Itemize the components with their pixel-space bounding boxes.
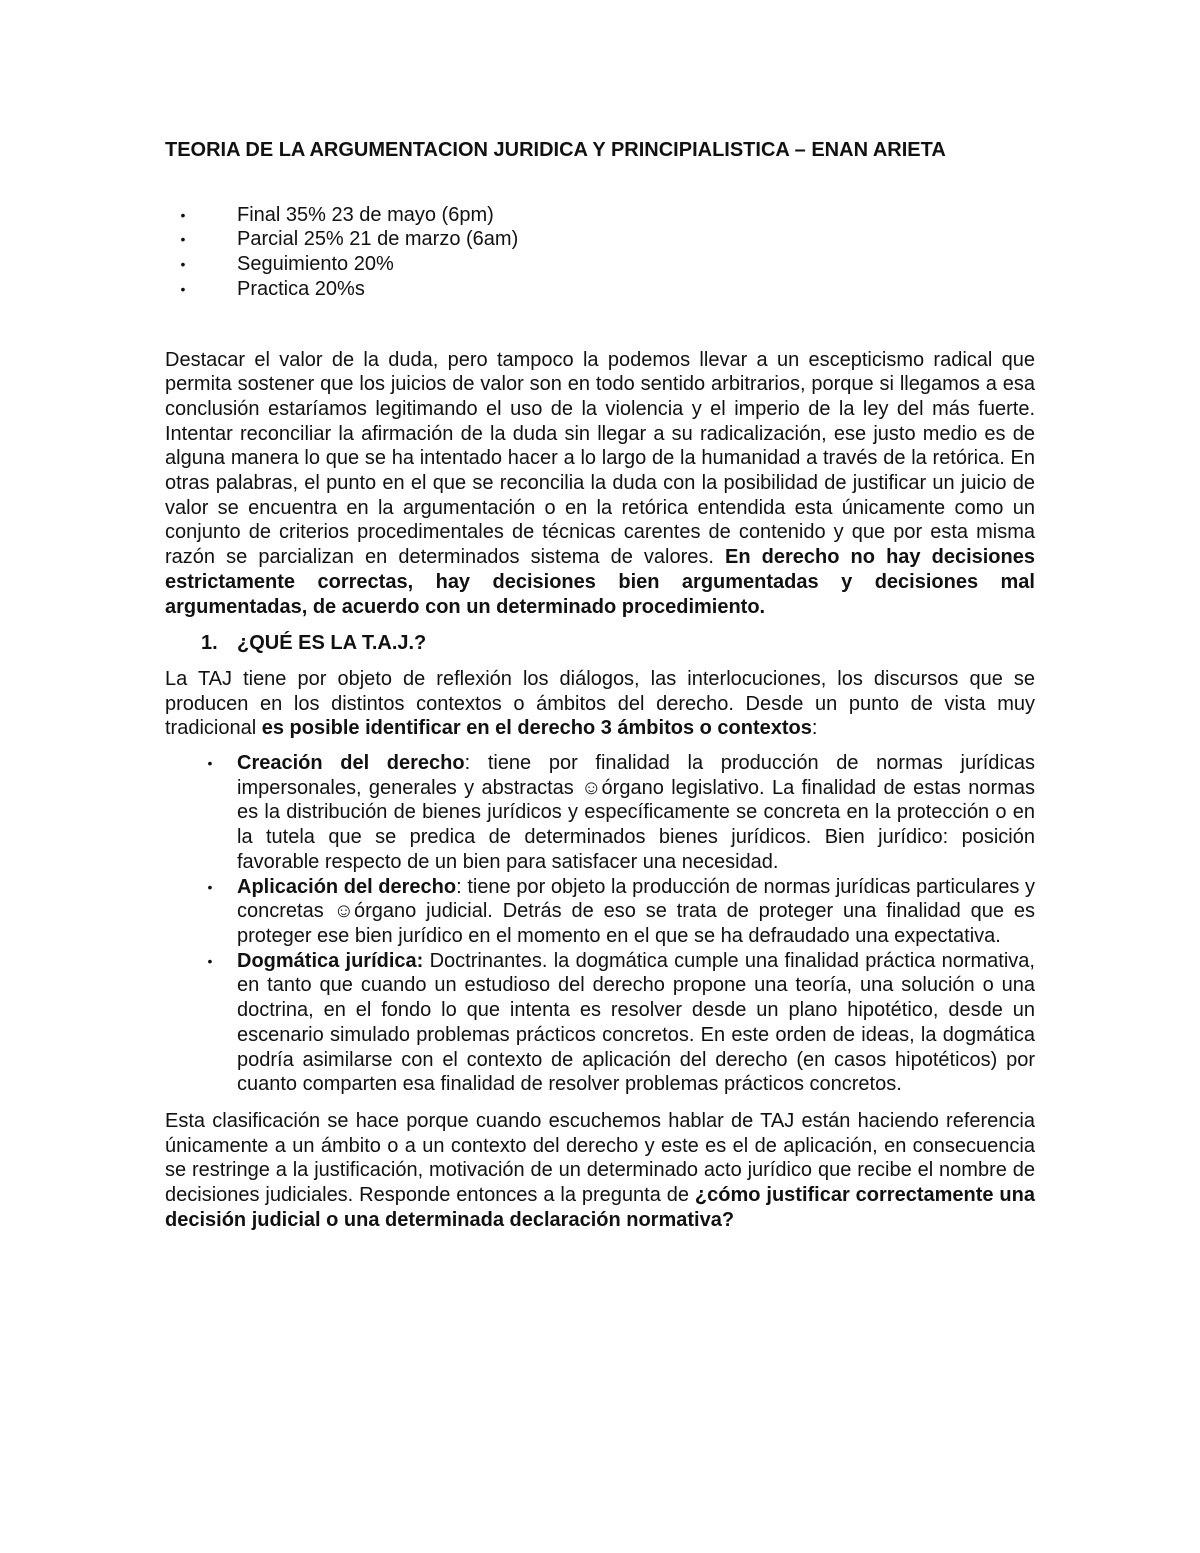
list-item xyxy=(165,751,1035,875)
list-item xyxy=(165,875,1035,949)
list-item xyxy=(165,203,1035,228)
grade-text: Practica 20%s xyxy=(237,277,365,300)
list-item xyxy=(165,252,1035,277)
list-item xyxy=(165,277,1035,302)
grade-text: Final 35% 23 de mayo (6pm) xyxy=(237,203,494,226)
area-text: tiene por finalidad la producción de normas jurídicas impersonales, generales y abstractas ☺órgano legislativo. La finalidad de estas normas es la distribución de bienes jurídicos y específicamente se concreta en la protección o en la tutela que se predica de determinados bienes jurídicos. Bien jurídico: posición favorable respecto de un bien para satisfacer una necesidad. xyxy=(237,752,1035,873)
bullet-icon: • xyxy=(180,256,186,273)
closing-text: Esta clasificación se hace porque cuando escuchemos hablar de TAJ están haciendo referencia únicamente a un ámbito o a un contexto del derecho y este es el de aplicación, en consecuencia se restringe a la justificación, motivación de un determinado acto jurídico que recibe el nombre de decisiones judiciales. Responde entonces a la pregunta de xyxy=(165,1109,1035,1207)
closing-bold-text: ¿cómo justificar correctamente una decisión judicial o una determinada declaración normativa? xyxy=(165,1184,1035,1231)
document-page xyxy=(165,138,1035,1232)
intro-bold-text: En derecho no hay decisiones estrictamente correctas, hay decisiones bien argumentadas y decisiones mal argumentadas, de acuerdo con un determinado procedimiento. xyxy=(165,546,1035,618)
intro-text: Destacar el valor de la duda, pero tampoco la podemos llevar a un escepticismo radical que permita sostener que los juicios de valor son en todo sentido arbitrarios, porque si llegamos a esa conclusión estaríamos legitimando el uso de la violencia y el imperio de la ley del más fuerte. Intentar reconciliar la afirmación de la duda sin llegar a su radicalización, ese justo medio es de alguna manera lo que se ha intentado hacer a lo largo de la humanidad a través de la retórica. En otras palabras, el punto en el que se reconcilia la duda con la posibilidad de justificar un juicio de valor se encuentra en la argumentación o en la retórica entendida esta únicamente como un conjunto de criterios procedimentales de técnicas carentes de contenido y que por esta misma razón se parcializan en determinados sistema de valores. xyxy=(165,348,1035,569)
area-separator: : xyxy=(456,875,468,898)
section-suffix: : xyxy=(811,717,818,740)
section-paragraph xyxy=(165,667,1035,741)
list-item xyxy=(165,949,1035,1097)
section-number: 1. xyxy=(201,632,218,655)
area-text: Doctrinantes. la dogmática cumple una finalidad práctica normativa, en tanto que cuando un estudioso del derecho propone una teoría, una solución o una doctrina, en el fondo lo que intenta es resolver desde un plano hipotético, desde un escenario simulado problemas prácticos concretos. En este orden de ideas, la dogmática podría asimilarse con el contexto de aplicación del derecho (en casos hipotéticos) por cuanto comparten esa finalidad de resolver problemas prácticos concretos. xyxy=(237,949,1035,1096)
area-term: Dogmática jurídica: xyxy=(237,949,424,972)
grade-text: Seguimiento 20% xyxy=(237,253,394,276)
section-bold-text: es posible identificar en el derecho 3 ámbitos o contextos xyxy=(261,717,812,740)
section-title: ¿QUÉ ES LA T.A.J.? xyxy=(237,632,427,655)
bullet-icon: • xyxy=(180,206,186,223)
areas-list xyxy=(165,751,1035,1097)
grades-list xyxy=(165,203,1035,302)
area-text: tiene por objeto la producción de normas jurídicas particulares y concretas ☺órgano judicial. Detrás de eso se trata de proteger una finalidad que es proteger ese bien jurídico en el momento en el que se ha defraudado una expectativa. xyxy=(237,875,1035,947)
section-heading xyxy=(165,631,1035,656)
list-item xyxy=(165,227,1035,252)
area-term: Aplicación del derecho xyxy=(237,875,457,898)
bullet-icon: • xyxy=(207,952,213,969)
bullet-icon: • xyxy=(207,878,213,895)
area-separator: : xyxy=(464,752,488,775)
area-term: Creación del derecho xyxy=(237,752,465,775)
section-text: La TAJ tiene por objeto de reflexión los diálogos, las interlocuciones, los discursos que se producen en los distintos contextos o ámbitos del derecho. Desde un punto de vista muy tradicional xyxy=(165,667,1035,740)
bullet-icon: • xyxy=(207,755,213,772)
bullet-icon: • xyxy=(180,280,186,297)
closing-paragraph xyxy=(165,1109,1035,1233)
document-title: TEORIA DE LA ARGUMENTACION JURIDICA Y PRINCIPIALISTICA – ENAN ARIETA xyxy=(165,139,946,161)
grade-text: Parcial 25% 21 de marzo (6am) xyxy=(237,228,519,251)
intro-paragraph xyxy=(165,348,1035,620)
bullet-icon: • xyxy=(180,231,186,248)
